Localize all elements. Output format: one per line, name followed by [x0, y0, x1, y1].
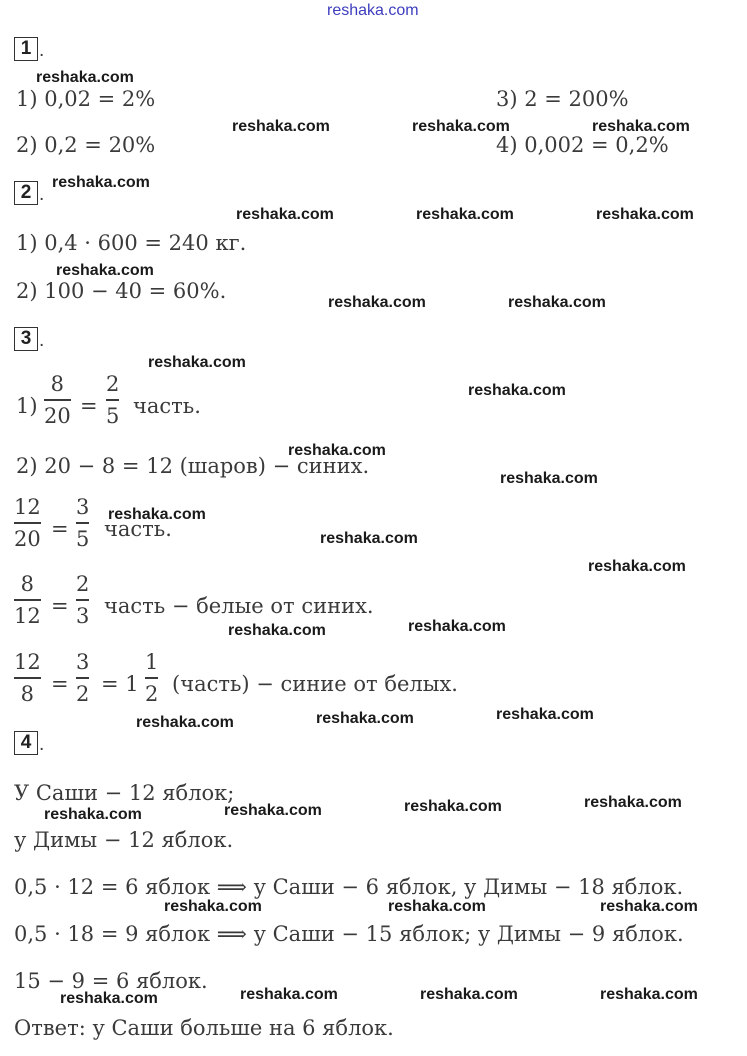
- numerator: 2: [76, 572, 90, 596]
- watermark: reshaka.com: [240, 986, 338, 1003]
- watermark: reshaka.com: [588, 558, 686, 575]
- watermark: reshaka.com: [592, 118, 690, 135]
- numerator: 3: [76, 650, 90, 674]
- task-3-line-1-suffix: часть.: [133, 394, 201, 418]
- task-4-number-box: 4: [14, 731, 38, 755]
- task-4-line-5: 15 − 9 = 6 яблок.: [14, 969, 208, 993]
- equals-sign: =: [51, 672, 69, 696]
- watermark: reshaka.com: [316, 710, 414, 727]
- watermark: reshaka.com: [44, 806, 142, 823]
- watermark: reshaka.com: [60, 990, 158, 1007]
- watermark: reshaka.com: [468, 382, 566, 399]
- task-3-line-1-fraction-1: [44, 371, 71, 429]
- denominator: 20: [44, 403, 71, 428]
- denominator: 8: [20, 681, 35, 706]
- task-1-item-2: 2) 0,2 = 20%: [16, 133, 156, 157]
- watermark: reshaka.com: [328, 294, 426, 311]
- watermark: reshaka.com: [388, 898, 486, 915]
- numerator: 1: [145, 650, 159, 674]
- task-2-number-box: 2: [14, 181, 38, 205]
- task-2-item-1: 1) 0,4 · 600 = 240 кг.: [16, 231, 247, 255]
- numerator: 2: [106, 372, 120, 396]
- denominator: 2: [76, 681, 90, 706]
- denominator: 2: [145, 681, 159, 706]
- watermark: reshaka.com: [288, 442, 386, 459]
- task-3-line-5-fraction-3: [145, 649, 158, 707]
- task-4-dot: .: [39, 734, 45, 755]
- watermark: reshaka.com: [404, 798, 502, 815]
- task-3-number-box: 3: [14, 327, 38, 351]
- watermark: reshaka.com: [228, 622, 326, 639]
- task-3-line-1-prefix: 1): [16, 394, 38, 418]
- task-2-dot: .: [39, 184, 45, 205]
- denominator: 3: [76, 603, 90, 628]
- task-3-line-1-fraction-2: [106, 371, 119, 429]
- equals-sign: =: [51, 594, 69, 618]
- denominator: 5: [76, 526, 90, 551]
- task-3-line-4-fraction-2: [76, 571, 89, 629]
- watermark: reshaka.com: [412, 118, 510, 135]
- watermark: reshaka.com: [496, 706, 594, 723]
- watermark: reshaka.com: [600, 986, 698, 1003]
- denominator: 20: [14, 526, 41, 551]
- task-2-item-2: 2) 100 − 40 = 60%.: [16, 279, 227, 303]
- task-1-number-box: 1: [14, 37, 38, 61]
- watermark: reshaka.com: [408, 618, 506, 635]
- watermark: reshaka.com: [224, 802, 322, 819]
- task-3-line-3-fraction-2: [76, 494, 89, 552]
- task-1-item-4: 4) 0,002 = 0,2%: [496, 133, 669, 157]
- task-3-line-5-fraction-2: [76, 649, 89, 707]
- task-3-line-3-fraction-1: [14, 494, 41, 552]
- task-4-line-3: 0,5 · 12 = 6 яблок ⟹ у Саши − 6 яблок, у Димы − 18 яблок.: [14, 875, 684, 899]
- numerator: 12: [14, 495, 41, 519]
- watermark: reshaka.com: [56, 262, 154, 279]
- watermark: reshaka.com: [600, 898, 698, 915]
- numerator: 8: [20, 572, 35, 596]
- denominator: 5: [106, 403, 120, 428]
- watermark: reshaka.com: [164, 898, 262, 915]
- watermark: reshaka.com: [36, 69, 134, 86]
- task-4-answer: Ответ: у Саши больше на 6 яблок.: [14, 1016, 394, 1040]
- watermark: reshaka.com: [148, 354, 246, 371]
- watermark: reshaka.com: [52, 174, 150, 191]
- watermark: reshaka.com: [136, 714, 234, 731]
- task-3-line-4-suffix: часть − белые от синих.: [104, 594, 374, 618]
- task-3-line-3-suffix: часть.: [104, 517, 172, 541]
- task-3-line-2: 2) 20 − 8 = 12 (шаров) − синих.: [16, 454, 370, 478]
- equals-sign: =: [51, 517, 69, 541]
- numerator: 3: [76, 495, 90, 519]
- equals-sign: =: [80, 394, 98, 418]
- equals-whole: = 1: [101, 672, 139, 696]
- watermark: reshaka.com: [236, 206, 334, 223]
- task-1-dot: .: [39, 40, 45, 61]
- numerator: 8: [50, 372, 65, 396]
- denominator: 12: [14, 603, 41, 628]
- task-4-line-2: у Димы − 12 яблок.: [14, 828, 234, 852]
- watermark: reshaka.com: [584, 794, 682, 811]
- task-4-line-1: У Саши − 12 яблок;: [14, 781, 235, 805]
- watermark: reshaka.com: [320, 530, 418, 547]
- watermark: reshaka.com: [416, 206, 514, 223]
- watermark: reshaka.com: [420, 986, 518, 1003]
- task-1-item-3: 3) 2 = 200%: [496, 87, 629, 111]
- task-1-item-1: 1) 0,02 = 2%: [16, 87, 156, 111]
- task-4-line-4: 0,5 · 18 = 9 яблок ⟹ у Саши − 15 яблок; у Димы − 9 яблок.: [14, 922, 684, 946]
- watermark: reshaka.com: [232, 118, 330, 135]
- numerator: 12: [14, 650, 41, 674]
- watermark: reshaka.com: [596, 206, 694, 223]
- site-header-link[interactable]: reshaka.com: [327, 2, 419, 19]
- watermark: reshaka.com: [508, 294, 606, 311]
- task-3-dot: .: [39, 330, 45, 351]
- watermark: reshaka.com: [500, 470, 598, 487]
- task-3-line-5-fraction-1: [14, 649, 41, 707]
- task-3-line-5-suffix: (часть) − синие от белых.: [172, 672, 458, 696]
- task-3-line-4-fraction-1: [14, 571, 41, 629]
- watermark: reshaka.com: [108, 506, 206, 523]
